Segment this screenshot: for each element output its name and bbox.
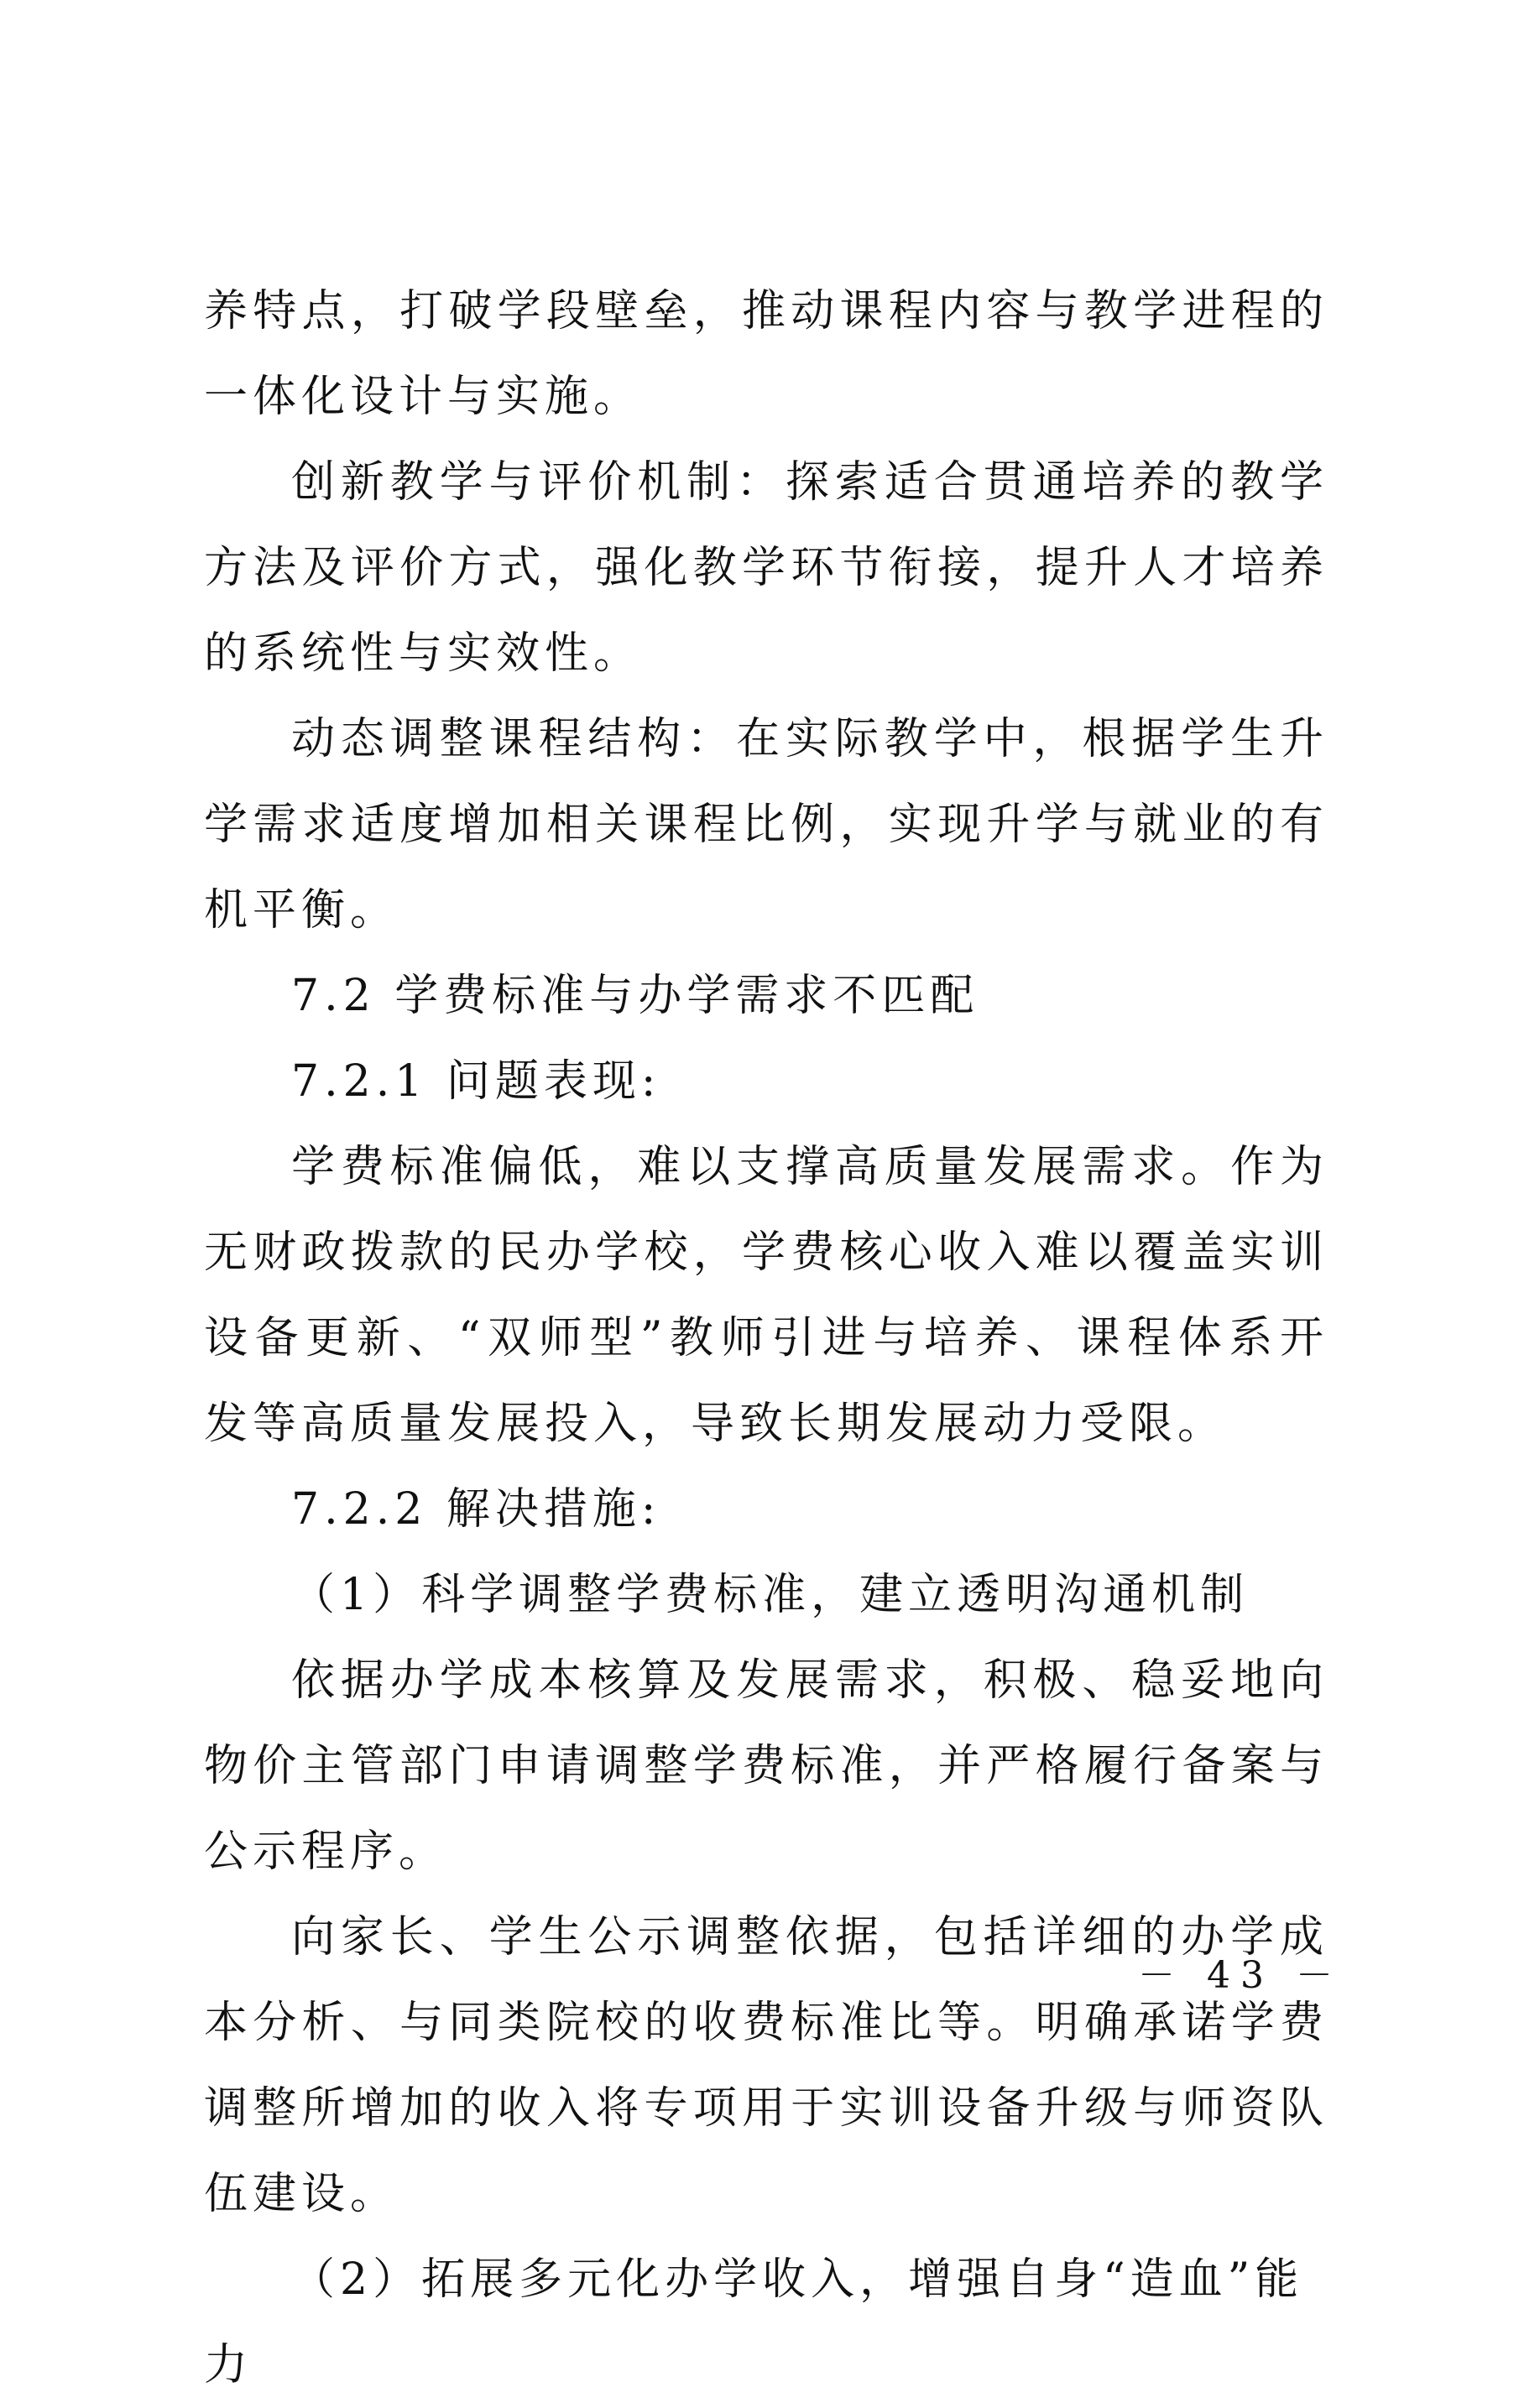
paragraph-problem-description: 学费标准偏低，难以支撑高质量发展需求。作为无财政拨款的民办学校，学费核心收入难以覆盖实训设备更新、“双师型”教师引进与培养、课程体系开发等高质量发展投入，导致长期发展动力受限。 [204,1142,1328,1449]
section-heading-7-2: 7.2 学费标准与办学需求不匹配 [291,971,979,1021]
page-number: － 43 － [1138,1954,1343,1997]
subsection-heading-7-2-1: 7.2.1 问题表现: [291,1056,661,1107]
paragraph-tuition-adjustment: 依据办学成本核算及发展需求，积极、稳妥地向物价主管部门申请调整学费标准，并严格履行备案与公示程序。 [204,1655,1328,1877]
paragraph-teaching-evaluation: 创新教学与评价机制：探索适合贯通培养的教学方法及评价方式，强化教学环节衔接，提升人才培养的系统性与实效性。 [204,457,1328,679]
document-body [204,268,1328,2408]
paragraph-public-disclosure: 向家长、学生公示调整依据，包括详细的办学成本分析、与同类院校的收费标准比等。明确承诺学费调整所增加的收入将专项用于实训设备升级与师资队伍建设。 [204,1912,1328,2219]
measure-heading-1: （1）科学调整学费标准，建立透明沟通机制 [291,1570,1250,1620]
subsection-heading-7-2-2: 7.2.2 解决措施: [291,1484,661,1535]
measure-heading-2: （2）拓展多元化办学收入，增强自身“造血”能力 [204,2254,1304,2390]
paragraph-continuation: 养特点，打破学段壁垒，推动课程内容与教学进程的一体化设计与实施。 [204,286,1328,422]
paragraph-course-structure: 动态调整课程结构：在实际教学中，根据学生升学需求适度增加相关课程比例，实现升学与就业的有机平衡。 [204,714,1328,936]
